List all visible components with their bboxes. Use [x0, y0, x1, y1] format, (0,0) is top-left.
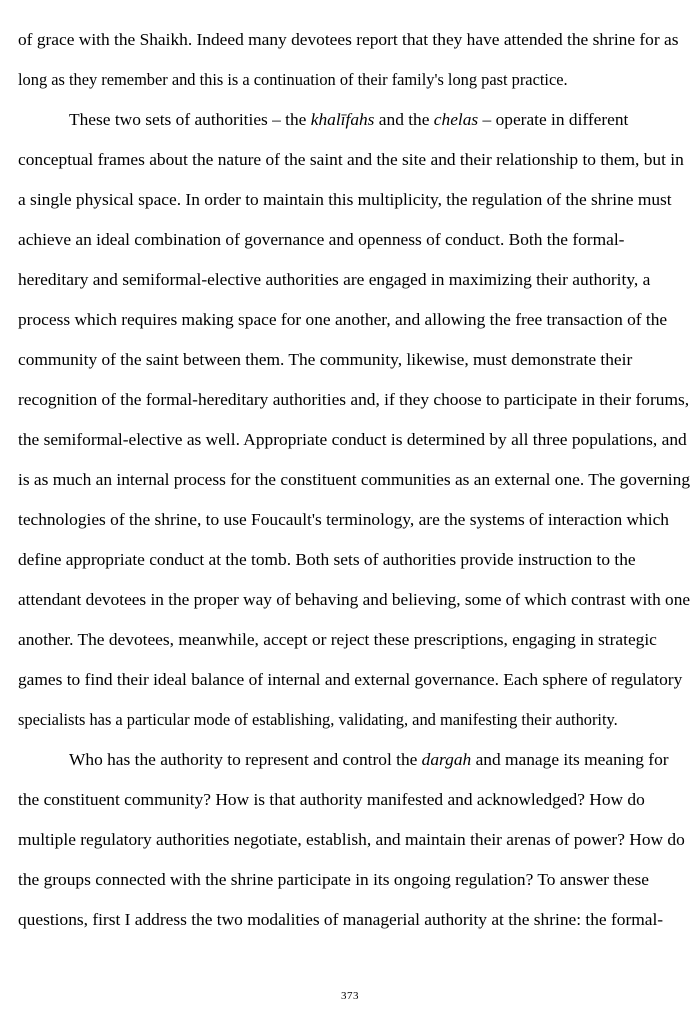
- italic-term: chelas: [433, 110, 479, 129]
- text-line-content: [18, 300, 667, 340]
- text-line: [18, 260, 690, 300]
- text-line-content: [18, 340, 632, 380]
- text-line-content: [18, 460, 690, 500]
- document-body: [18, 20, 690, 940]
- text-line-content: [18, 380, 689, 420]
- text-run: process which requires making space for one another, and allowing the free transaction of the: [18, 310, 668, 329]
- text-line-content: [18, 20, 678, 60]
- text-run: the semiformal-elective as well. Appropriate conduct is determined by all three populations, and: [18, 430, 687, 449]
- text-run: questions, first I address the two modalities of managerial authority at the shrine: the formal-: [18, 910, 664, 929]
- text-line-content: [18, 420, 687, 460]
- text-line: [18, 860, 690, 900]
- text-line: [18, 460, 690, 500]
- text-run: recognition of the formal-hereditary authorities and, if they choose to participate in their forums,: [18, 390, 690, 409]
- text-run: multiple regulatory authorities negotiate, establish, and maintain their arenas of power? How do: [18, 830, 685, 849]
- text-line: [18, 580, 690, 620]
- text-line-content: [69, 100, 628, 140]
- text-line: [18, 340, 690, 380]
- text-line-content: [18, 780, 645, 820]
- text-line: [18, 220, 690, 260]
- text-line-content: [18, 220, 624, 260]
- italic-term: dargah: [421, 750, 472, 769]
- text-line: [18, 140, 690, 180]
- text-line: [18, 100, 690, 140]
- text-line: [18, 380, 690, 420]
- text-run: and manage its meaning for: [471, 750, 669, 769]
- text-run: games to find their ideal balance of internal and external governance. Each sphere of regulatory: [18, 670, 683, 689]
- text-run: and the: [374, 110, 434, 129]
- text-line: [18, 660, 690, 700]
- text-run: specialists has a particular mode of establishing, validating, and manifesting their authority.: [18, 710, 618, 729]
- text-line: [18, 780, 690, 820]
- text-run: the groups connected with the shrine participate in its ongoing regulation? To answer these: [18, 870, 649, 889]
- text-run: technologies of the shrine, to use Foucault's terminology, are the systems of interaction which: [18, 510, 669, 529]
- text-line: [18, 620, 690, 660]
- text-line-content: [18, 260, 650, 300]
- text-line-content: [18, 500, 669, 540]
- text-run: achieve an ideal combination of governance and openness of conduct. Both the formal-: [18, 230, 625, 249]
- text-run: hereditary and semiformal-elective authorities are engaged in maximizing their authority, a: [18, 270, 651, 289]
- text-line: [18, 500, 690, 540]
- text-line-content: [18, 180, 672, 220]
- text-run: the constituent community? How is that authority manifested and acknowledged? How do: [18, 790, 645, 809]
- text-line: [18, 900, 690, 940]
- page-number: 373: [341, 990, 359, 1002]
- text-line-content: [18, 580, 690, 620]
- text-line: [18, 20, 690, 60]
- text-line: [18, 540, 690, 580]
- text-line-content: [18, 660, 682, 700]
- text-run: another. The devotees, meanwhile, accept or reject these prescriptions, engaging in strategic: [18, 630, 657, 649]
- text-run: attendant devotees in the proper way of behaving and believing, some of which contrast with one: [18, 590, 691, 609]
- text-run: long as they remember and this is a continuation of their family's long past practice.: [18, 70, 568, 89]
- text-line-content: [18, 900, 663, 940]
- text-line-content: [18, 60, 568, 100]
- text-run: is as much an internal process for the constituent communities as an external one. The governing: [18, 470, 691, 489]
- text-line-content: [18, 140, 684, 180]
- text-run: community of the saint between them. The community, likewise, must demonstrate their: [18, 350, 633, 369]
- text-line: [18, 60, 690, 100]
- text-run: conceptual frames about the nature of the saint and the site and their relationship to them, but in: [18, 150, 684, 169]
- text-run: a single physical space. In order to maintain this multiplicity, the regulation of the shrine must: [18, 190, 672, 209]
- text-line: [18, 820, 690, 860]
- text-line: [18, 180, 690, 220]
- text-line: [18, 740, 690, 780]
- text-line-content: [18, 860, 649, 900]
- text-line-content: [18, 620, 657, 660]
- italic-term: khalīfahs: [310, 110, 375, 129]
- text-line-content: [18, 540, 636, 580]
- text-line: [18, 300, 690, 340]
- text-run: Who has the authority to represent and control the: [69, 750, 422, 769]
- text-line: [18, 420, 690, 460]
- text-run: of grace with the Shaikh. Indeed many devotees report that they have attended the shrine for as: [18, 30, 679, 49]
- text-line: [18, 700, 690, 740]
- text-line-content: [18, 700, 618, 740]
- text-line-content: [18, 820, 685, 860]
- text-run: define appropriate conduct at the tomb. Both sets of authorities provide instruction to the: [18, 550, 636, 569]
- text-line-content: [69, 740, 669, 780]
- text-run: – operate in different: [478, 110, 629, 129]
- text-run: These two sets of authorities – the: [69, 110, 311, 129]
